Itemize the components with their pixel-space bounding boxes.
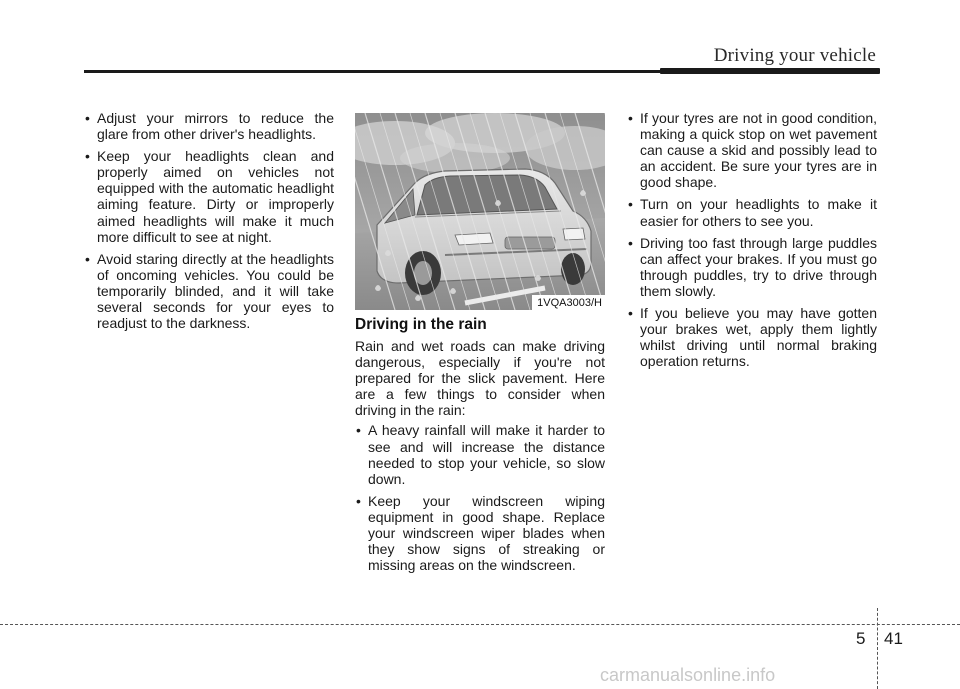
header-rule-accent [660, 68, 880, 74]
watermark: carmanualsonline.info [600, 665, 776, 685]
car-in-rain-image [355, 113, 605, 310]
chapter-number: 5 [856, 629, 866, 648]
rain-car-illustration [355, 113, 605, 310]
list-item: • Turn on your headlights to make it easier for others to see you. [627, 196, 877, 228]
bullet-list [84, 110, 334, 331]
list-item: • If you believe you may have gotten your brakes wet, apply them lightly whilst driving until normal braking operation returns. [627, 305, 877, 369]
list-item: • Driving too fast through large puddles can affect your brakes. If you must go through puddles, try to drive through them slowly. [627, 235, 877, 299]
section-body [355, 338, 605, 579]
bullet-list [627, 110, 877, 369]
bullet-list [355, 422, 605, 573]
list-item: • Adjust your mirrors to reduce the glare from other driver's headlights. [84, 110, 334, 142]
list-item: • If your tyres are not in good condition, making a quick stop on wet pavement can cause a skid and possibly lead to an accident. Be sure your tyres are in good shape. [627, 110, 877, 190]
list-item: • Keep your headlights clean and properly aimed on vehicles not equipped with the automatic headlight aiming feature. Dirty or improperly aimed headlights will make it much more difficult to see at night. [84, 148, 334, 245]
header-title: Driving your vehicle [713, 45, 876, 66]
figure-code: 1VQA3003/H [532, 295, 605, 310]
list-item: • Avoid staring directly at the headlights of oncoming vehicles. You could be temporarily blinded, and it will take several seconds for your eyes to readjust to the darkness. [84, 251, 334, 331]
list-item: • A heavy rainfall will make it harder to see and will increase the distance needed to stop your vehicle, so slow down. [355, 422, 605, 486]
footer-divider [877, 608, 878, 689]
column-left [84, 110, 334, 337]
list-item: • Keep your windscreen wiping equipment in good shape. Replace your windscreen wiper blades when they show signs of streaking or missing areas on the windscreen. [355, 493, 605, 573]
section-heading: Driving in the rain [355, 316, 487, 333]
footer-rule [0, 624, 960, 625]
section-intro: Rain and wet roads can make driving dangerous, especially if you're not prepared for the slick pavement. Here are a few things to consider when driving in the rain: [355, 338, 605, 419]
column-right [627, 110, 877, 375]
page-number: 41 [884, 629, 903, 648]
